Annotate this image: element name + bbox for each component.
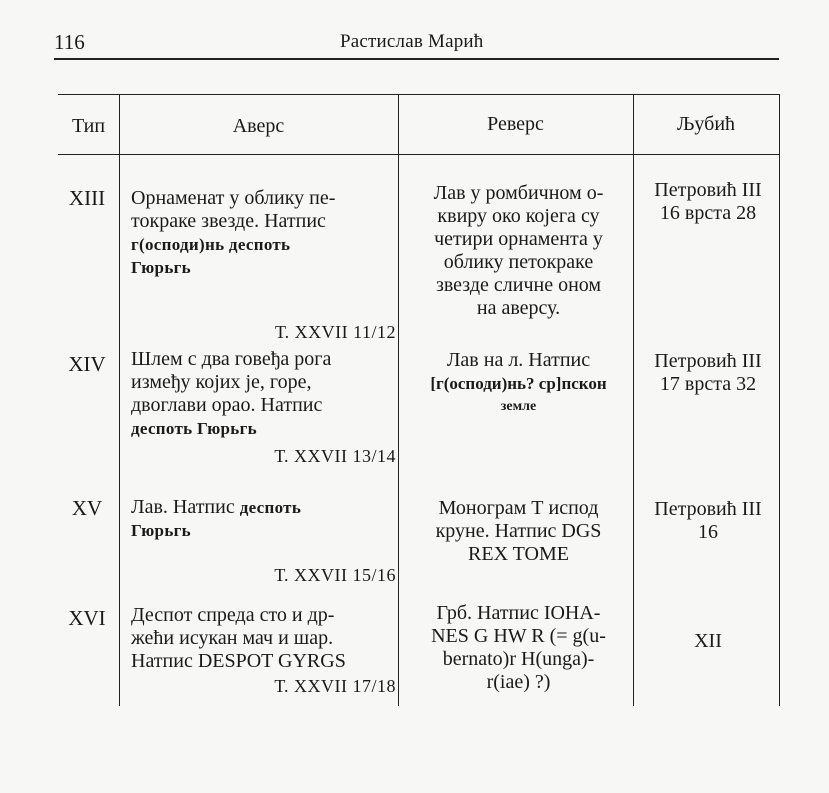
revers-line: Грб. Натпис IOHA-: [436, 602, 601, 624]
plate-reference-xvi: Т. XXVII 17/18: [274, 676, 396, 696]
revers-line: облику петокраке: [443, 251, 594, 273]
ljubic-line: 16 врста 28: [659, 202, 757, 224]
plate-reference-xv: Т. XXVII 15/16: [274, 565, 396, 585]
revers-line: квиру око којега су: [437, 205, 600, 227]
header-rule: [54, 58, 779, 60]
column-rule-3: [633, 94, 634, 706]
page-number: 116: [54, 30, 85, 54]
avers-xiv: [131, 348, 386, 440]
avers-xv: [131, 496, 386, 542]
revers-line: Лав на л. Натпис: [446, 349, 591, 371]
avers-inscription: деспоть: [239, 498, 302, 517]
revers-line: Лав у ромбичном о-: [433, 182, 604, 204]
revers-inscription: [г(осподи)нь? ср]пскон: [430, 374, 607, 393]
revers-line: bernato)r H(unga)-: [442, 648, 595, 670]
column-header-avers: Аверс: [232, 115, 285, 137]
column-rule-1: [119, 94, 120, 706]
ljubic-line: 16: [698, 521, 718, 543]
revers-inscription: земле: [500, 399, 537, 414]
avers-line: између којих је, горе,: [131, 371, 312, 393]
table-header-rule: [58, 154, 780, 155]
revers-line: четири орнамента у: [434, 228, 603, 250]
revers-xv: [406, 497, 631, 566]
ljubic-xiv: [638, 350, 778, 396]
ljubic-xiii: [638, 179, 778, 225]
avers-inscription: деспоть Гюрьгь: [131, 419, 257, 438]
table-top-rule: [58, 94, 780, 95]
column-header-revers: Реверс: [487, 113, 544, 135]
row-type-xiv: XIV: [68, 352, 106, 376]
revers-line: NES G HW R (= g(u-: [431, 625, 606, 647]
row-type-xv: XV: [71, 496, 103, 520]
revers-line: REX TOME: [468, 543, 569, 565]
ljubic-xvi: [638, 630, 778, 653]
plate-reference-xiii: Т. XXVII 11/12: [274, 322, 396, 342]
revers-line: звезде сличне оном: [435, 274, 602, 296]
avers-line: Шлем с два говеђа рога: [131, 348, 332, 370]
avers-line: Натпис DESPOT GYRGS: [131, 650, 346, 672]
avers-line: двоглави орао. Натпис: [131, 394, 323, 416]
avers-line: жећи исукан мач и шар.: [131, 627, 334, 649]
column-rule-4: [779, 94, 780, 706]
running-head: Растислав Марић: [340, 31, 484, 52]
revers-line: круне. Натпис DGS: [435, 520, 602, 542]
column-header-ljubic: Љубић: [676, 113, 736, 135]
coin-types-table: [58, 94, 780, 706]
avers-xvi: [131, 604, 386, 673]
row-type-xvi: XVI: [68, 606, 106, 630]
avers-line: токраке звезде. Натпис: [131, 210, 326, 232]
ljubic-xv: [638, 498, 778, 544]
avers-line: [131, 496, 386, 519]
avers-inscription: г(осподи)нь деспоть: [131, 235, 291, 254]
column-rule-2: [398, 94, 399, 706]
revers-xiii: [406, 182, 631, 320]
avers-xiii: [131, 187, 386, 279]
ljubic-line: XII: [694, 630, 722, 652]
revers-xiv: [406, 349, 631, 418]
revers-line: Монограм Т испод: [438, 497, 599, 519]
row-type-xiii: XIII: [68, 186, 106, 210]
column-header-type: Тип: [71, 115, 106, 137]
ljubic-line: Петровић III: [654, 498, 762, 520]
revers-line: r(iae) ?): [486, 671, 551, 693]
revers-xvi: [406, 602, 631, 694]
avers-line: Деспот спреда сто и др-: [131, 604, 335, 626]
ljubic-line: Петровић III: [654, 350, 762, 372]
revers-line: на аверсу.: [476, 297, 561, 319]
avers-inscription: Гюрьгь: [131, 258, 191, 277]
avers-line: Орнаменат у облику пе-: [131, 187, 336, 209]
ljubic-line: Петровић III: [654, 179, 762, 201]
avers-inscription: Гюрьгь: [131, 521, 191, 540]
plate-reference-xiv: Т. XXVII 13/14: [274, 446, 396, 466]
ljubic-line: 17 врста 32: [659, 373, 757, 395]
avers-text: Лав. Натпис: [131, 496, 235, 518]
